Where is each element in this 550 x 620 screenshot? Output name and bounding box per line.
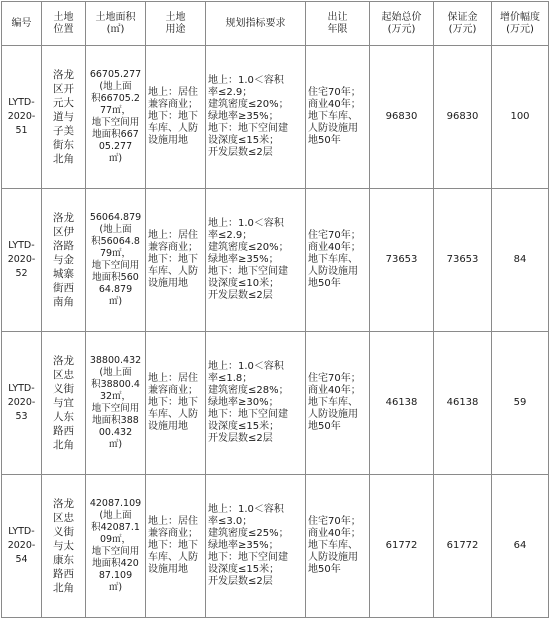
cell-start-price: 61772 xyxy=(370,475,434,618)
table-row xyxy=(2,189,549,332)
table-header-row xyxy=(2,2,549,46)
cell-planning: 地上：1.0＜容积 率≤2.9； 建筑密度≤20%； 绿地率≥35%； 地下：地下空间建 设深度≤15米； 开发层数≤2层 xyxy=(206,46,306,189)
cell-planning: 地上：1.0＜容积 率≤2.9； 建筑密度≤20%； 绿地率≥35%； 地下：地下空间建 设深度≤10米； 开发层数≤2层 xyxy=(206,189,306,332)
cell-deposit: 46138 xyxy=(434,332,492,475)
cell-increment: 64 xyxy=(492,475,549,618)
cell-area: 38800.432 (地上面 积38800.4 32㎡， 地下空间用 地面积388 00.432 ㎡) xyxy=(86,332,146,475)
cell-deposit: 96830 xyxy=(434,46,492,189)
cell-planning: 地上：1.0＜容积 率≤1.8； 建筑密度≤28%； 绿地率≥30%； 地下：地下空间建 设深度≤15米； 开发层数≤2层 xyxy=(206,332,306,475)
header-start-price: 起始总价 (万元) xyxy=(370,2,434,46)
cell-term: 住宅70年； 商业40年； 地下车库、 人防设施用 地50年 xyxy=(306,189,370,332)
header-code: 编号 xyxy=(2,2,42,46)
cell-location: 洛龙 区忠 义街 与太 康东 路西 北角 xyxy=(42,475,86,618)
cell-code: LYTD- 2020- 53 xyxy=(2,332,42,475)
cell-start-price: 96830 xyxy=(370,46,434,189)
cell-location: 洛龙 区伊 洛路 与金 城寨 街西 南角 xyxy=(42,189,86,332)
header-term: 出让 年限 xyxy=(306,2,370,46)
cell-term: 住宅70年； 商业40年； 地下车库、 人防设施用 地50年 xyxy=(306,332,370,475)
cell-use: 地上：居住 兼容商业； 地下：地下 车库、人防 设施用地 xyxy=(146,189,206,332)
cell-deposit: 73653 xyxy=(434,189,492,332)
cell-code: LYTD- 2020- 54 xyxy=(2,475,42,618)
table-row xyxy=(2,475,549,618)
cell-planning: 地上：1.0＜容积 率≤3.0； 建筑密度≤25%； 绿地率≥35%； 地下：地下空间建 设深度≤15米； 开发层数≤2层 xyxy=(206,475,306,618)
table-row xyxy=(2,332,549,475)
table-row xyxy=(2,46,549,189)
cell-term: 住宅70年； 商业40年； 地下车库、 人防设施用 地50年 xyxy=(306,475,370,618)
header-area: 土地面积 (㎡) xyxy=(86,2,146,46)
cell-use: 地上：居住 兼容商业； 地下：地下 车库、人防 设施用地 xyxy=(146,332,206,475)
cell-code: LYTD- 2020- 52 xyxy=(2,189,42,332)
header-location: 土地 位置 xyxy=(42,2,86,46)
header-use: 土地 用途 xyxy=(146,2,206,46)
cell-code: LYTD- 2020- 51 xyxy=(2,46,42,189)
cell-term: 住宅70年； 商业40年； 地下车库、 人防设施用 地50年 xyxy=(306,46,370,189)
land-auction-table-container xyxy=(1,1,548,618)
land-auction-table xyxy=(1,1,549,618)
header-deposit: 保证金 (万元) xyxy=(434,2,492,46)
cell-increment: 100 xyxy=(492,46,549,189)
cell-area: 66705.277 (地上面 积66705.2 77㎡， 地下空间用 地面积667 05.277 ㎡) xyxy=(86,46,146,189)
cell-area: 56064.879 (地上面 积56064.8 79㎡， 地下空间用 地面积560 64.879 ㎡) xyxy=(86,189,146,332)
cell-location: 洛龙 区忠 义街 与宜 人东 路西 北角 xyxy=(42,332,86,475)
header-planning: 规划指标要求 xyxy=(206,2,306,46)
header-increment: 增价幅度 (万元) xyxy=(492,2,549,46)
cell-start-price: 73653 xyxy=(370,189,434,332)
cell-deposit: 61772 xyxy=(434,475,492,618)
cell-start-price: 46138 xyxy=(370,332,434,475)
cell-use: 地上：居住 兼容商业； 地下：地下 车库、人防 设施用地 xyxy=(146,475,206,618)
cell-increment: 84 xyxy=(492,189,549,332)
cell-area: 42087.109 (地上面 积42087.1 09㎡， 地下空间用 地面积420 87.109 ㎡) xyxy=(86,475,146,618)
cell-location: 洛龙 区开 元大 道与 子美 街东 北角 xyxy=(42,46,86,189)
cell-increment: 59 xyxy=(492,332,549,475)
cell-use: 地上：居住 兼容商业； 地下：地下 车库、人防 设施用地 xyxy=(146,46,206,189)
